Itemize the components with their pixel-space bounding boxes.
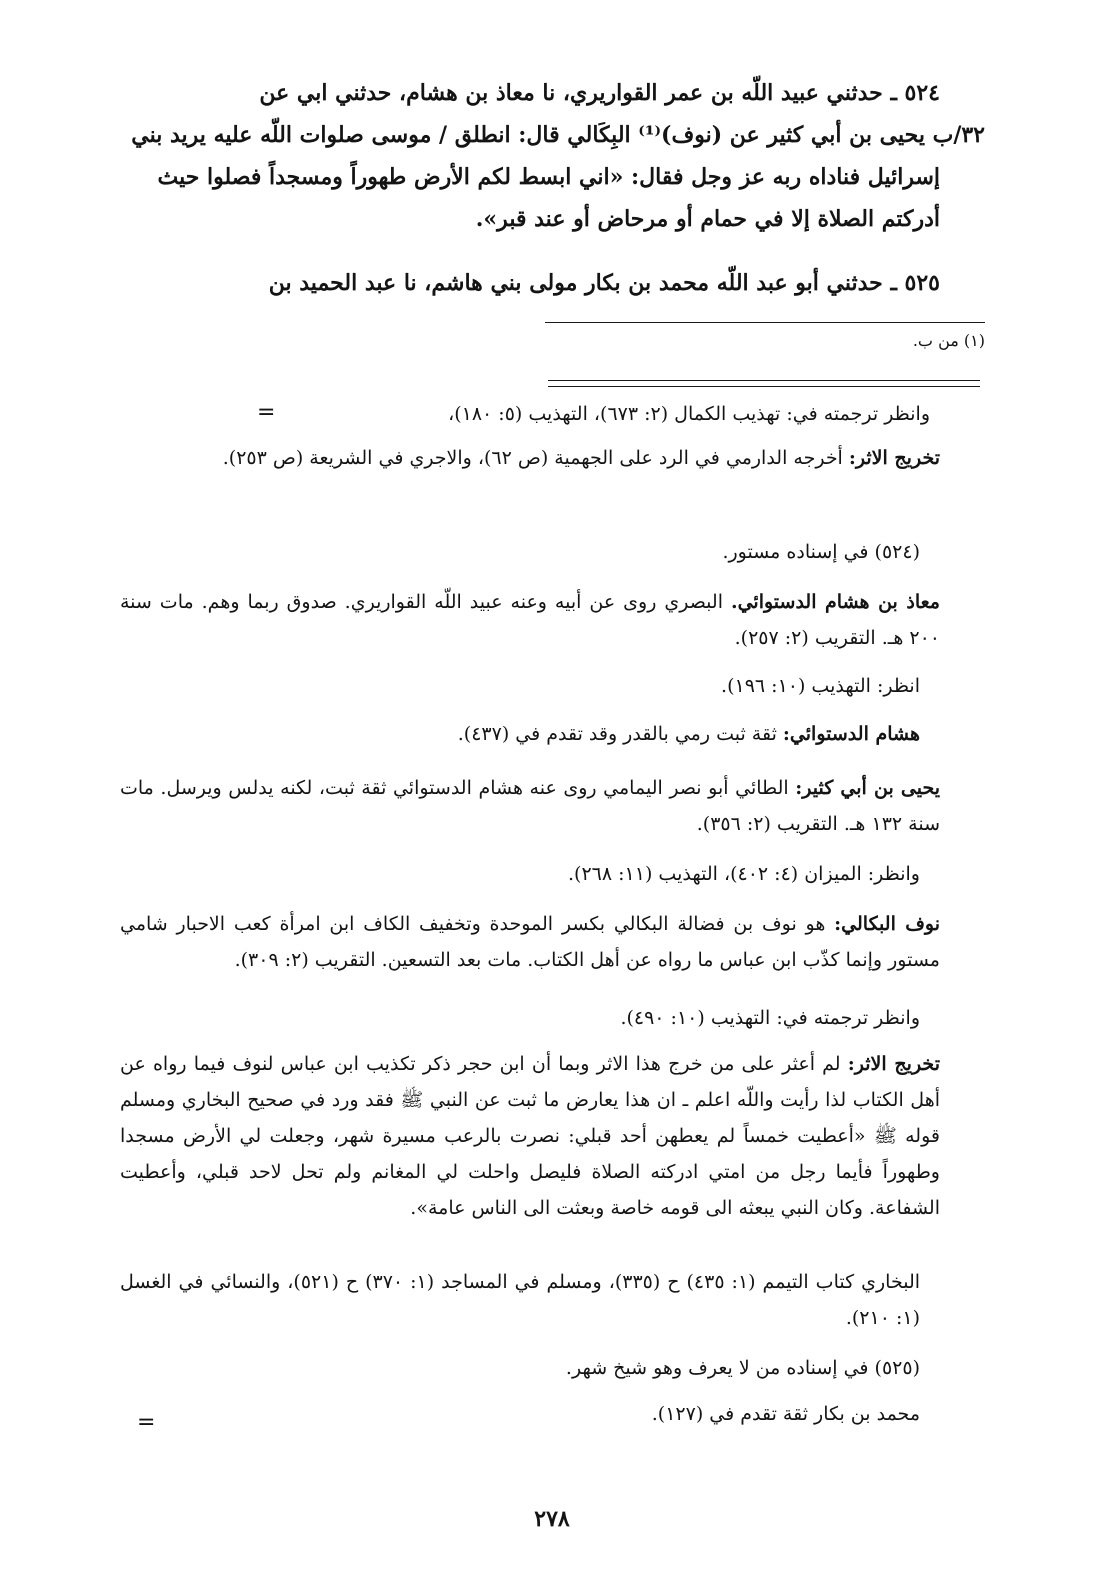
note-takhrij-2 [120, 1046, 940, 1226]
footnote: (١) من ب. [912, 331, 985, 350]
note-takhrij-1-label: تخريج الاثر: [848, 447, 940, 469]
notes-double-rule-bottom [548, 386, 980, 387]
end-marker: = [137, 1410, 156, 1435]
note-nawf-see: وانظر ترجمته في: التهذيب (١٠: ٤٩٠). [620, 1007, 920, 1029]
note-muadh-text: البصري روى عن أبيه وعنه عبيد اللّه القواريري. صدوق ربما وهم. مات سنة ٢٠٠ هـ. التقريب (٢: ٢٥٧). [120, 591, 940, 649]
note-muadh-label: معاذ بن هشام الدستوائي. [730, 591, 940, 613]
note-hisham-text: ثقة ثبت رمي بالقدر وقد تقدم في (٤٣٧). [457, 723, 777, 745]
continuation-marker: = [257, 400, 276, 425]
note-yahya [120, 770, 940, 842]
note-takhrij-1 [120, 440, 940, 476]
note-hisham [300, 716, 920, 752]
footnote-rule [545, 322, 985, 323]
hadith-524-line-3: إسرائيل فناداه ربه عز وجل فقال: «اني ابسط لكم الأرض طهوراً ومسجداً فصلوا حيث [157, 164, 940, 190]
hadith-524-line-1: ٥٢٤ ـ حدثني عبيد اللّه بن عمر القواريري، نا معاذ بن هشام، حدثني ابي عن [259, 80, 940, 106]
note-nawf [120, 906, 940, 978]
note-hisham-label: هشام الدستوائي: [782, 723, 920, 745]
hadith-525-line-1: ٥٢٥ ـ حدثني أبو عبد اللّه محمد بن بكار مولى بني هاشم، نا عبد الحميد بن [268, 270, 940, 296]
note-yahya-see: وانظر: الميزان (٤: ٤٠٢)، التهذيب (١١: ٢٦٨). [568, 863, 920, 885]
page-number: ٢٧٨ [534, 1506, 570, 1532]
hadith-524-line-2: ٣٢/ب يحيى بن أبي كثير عن (نوف)⁽¹⁾ البِكَالي قال: انطلق / موسى صلوات اللّه عليه يريد بني [131, 122, 985, 148]
note-nawf-label: نوف البكالي: [834, 913, 941, 935]
note-nawf-text: هو نوف بن فضالة البكالي بكسر الموحدة وتخفيف الكاف ابن امرأة كعب الاحبار شامي مستور وإنما كذّب ابن عباس ما رواه عن أهل الكتاب. مات بعد التسعين. التقريب (٢: ٣٠٩). [120, 913, 940, 971]
note-takhrij-1-text: أخرجه الدارمي في الرد على الجهمية (ص ٦٢)، والاجري في الشريعة (ص ٢٥٣). [222, 447, 843, 469]
note-525: (٥٢٥) في إسناده من لا يعرف وهو شيخ شهر. [565, 1357, 920, 1379]
note-see-translation: وانظر ترجمته في: تهذيب الكمال (٢: ٦٧٣)، التهذيب (٥: ١٨٠)، [448, 403, 930, 425]
hadith-524-line-4: أدركتم الصلاة إلا في حمام أو مرحاض أو عند قبر». [475, 206, 940, 232]
hadith-524 [120, 72, 940, 114]
notes-double-rule-top [548, 380, 980, 381]
note-muadh [120, 584, 940, 656]
note-muadh-see: انظر: التهذيب (١٠: ١٩٦). [721, 675, 920, 697]
note-yahya-label: يحيى بن أبي كثير: [795, 777, 940, 799]
note-takhrij-2-text: لم أعثر على من خرج هذا الاثر وبما أن ابن حجر ذكر تكذيب ابن عباس لنوف فيما رواه عن أهل الكتاب لذا رأيت واللّه اعلم ـ ان هذا يعارض ما ثبت عن النبي ﷺ فقد ورد في صحيح البخاري ومسلم قوله ﷺ «أعطيت خمساً لم يعطهن أحد قبلي: نصرت بالرعب مسيرة شهر، وجعلت لي الأرض مسجدا وطهوراً فأيما رجل من امتي ادركته الصلاة فليصل واحلت لي المغانم ولم تحل لاحد قبلي، وأعطيت الشفاعة. وكان النبي يبعثه الى قومه خاصة وبعثت الى الناس عامة». [120, 1053, 940, 1219]
note-takhrij-2-label: تخريج الاثر: [847, 1053, 940, 1075]
note-muhammad-bakkar: محمد بن بكار ثقة تقدم في (١٢٧). [651, 1403, 920, 1425]
note-bukhari-refs: البخاري كتاب التيمم (١: ٤٣٥) ح (٣٣٥)، ومسلم في المساجد (١: ٣٧٠) ح (٥٢١)، والنسائي في الغسل (١: ٢١٠). [120, 1271, 921, 1329]
note-yahya-text: الطائي أبو نصر اليمامي روى عنه هشام الدستوائي ثقة ثبت، لكنه يدلس ويرسل. مات سنة ١٣٢ هـ. التقريب (٢: ٣٥٦). [120, 777, 940, 835]
note-524: (٥٢٤) في إسناده مستور. [722, 541, 920, 563]
